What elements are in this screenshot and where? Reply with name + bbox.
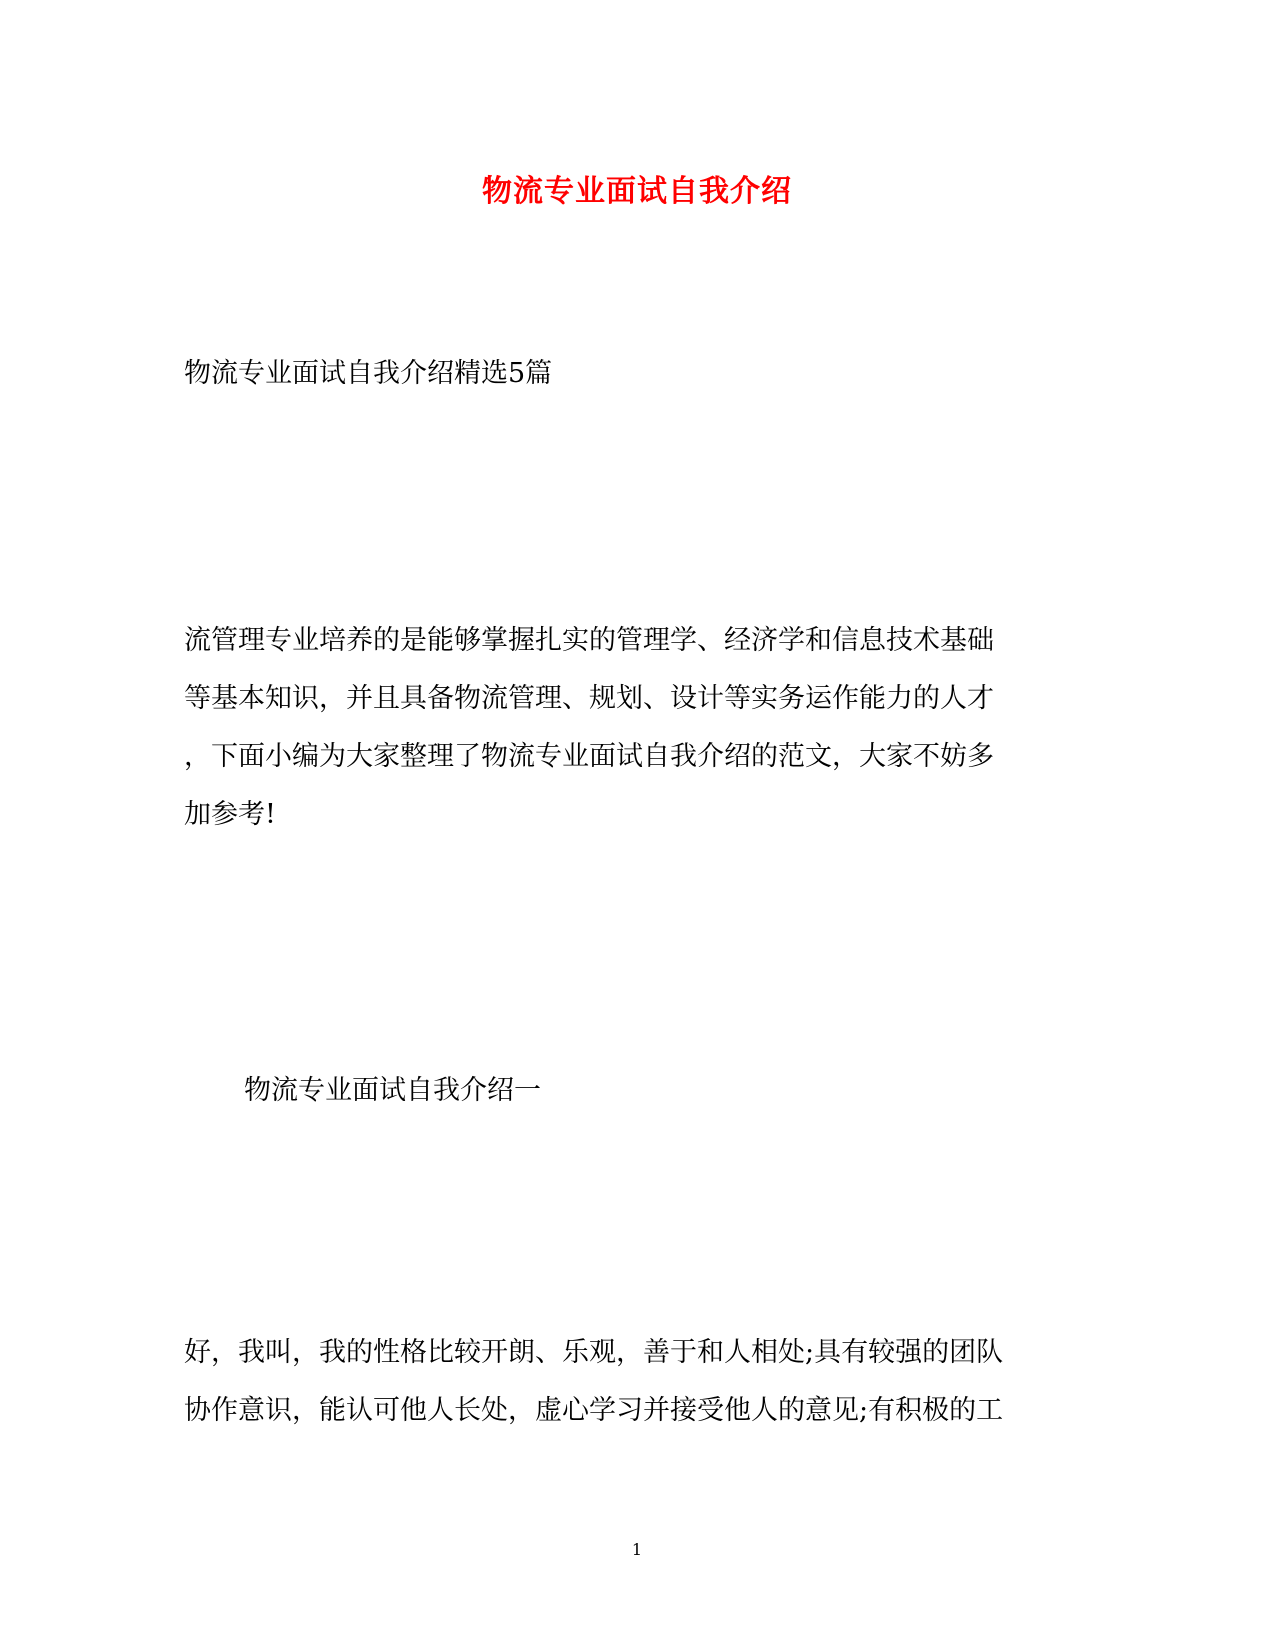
section-heading: 物流专业面试自我介绍一 <box>244 1075 541 1106</box>
intro-line: 流管理专业培养的是能够掌握扎实的管理学、经济学和信息技术基础 <box>184 625 994 656</box>
intro-line: 加参考! <box>184 799 276 830</box>
page-number: 1 <box>631 1540 643 1559</box>
intro-paragraph <box>184 612 1084 844</box>
document-title: 物流专业面试自我介绍 <box>482 174 792 209</box>
body-line: 好，我叫，我的性格比较开朗、乐观，善于和人相处;具有较强的团队 <box>184 1337 1004 1368</box>
intro-line: ，下面小编为大家整理了物流专业面试自我介绍的范文，大家不妨多 <box>184 741 994 772</box>
document-subtitle: 物流专业面试自我介绍精选5篇 <box>184 358 553 389</box>
body-paragraph <box>184 1324 1084 1440</box>
body-line: 协作意识，能认可他人长处，虚心学习并接受他人的意见;有积极的工 <box>184 1395 1004 1426</box>
intro-line: 等基本知识，并且具备物流管理、规划、设计等实务运作能力的人才 <box>184 683 994 714</box>
